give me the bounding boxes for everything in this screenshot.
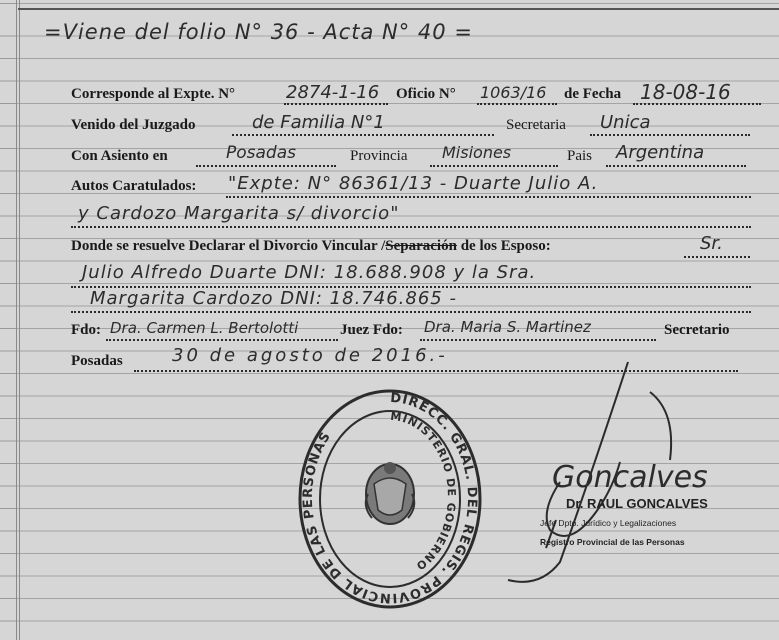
secretario-label: Secretario (664, 322, 730, 338)
fecha-value: 18-08-16 (640, 80, 731, 104)
oficio-dots (477, 103, 557, 105)
pais-dots (606, 165, 746, 167)
expte-dots (284, 103, 388, 105)
esposo-value: Julio Alfredo Duarte DNI: 18.688.908 y la Sra. (82, 262, 537, 283)
asiento-value: Posadas (226, 143, 296, 163)
official-stamp (296, 388, 484, 610)
esposo-prefix-dots (684, 256, 750, 258)
juez-dots (106, 339, 338, 341)
secretario-name: Dra. Maria S. Martinez (424, 318, 591, 336)
esposa-value: Margarita Cardozo DNI: 18.746.865 - (90, 288, 457, 309)
juzgado-value: de Familia N°1 (252, 112, 385, 133)
coat-of-arms-icon (366, 462, 415, 524)
provincia-dots (430, 165, 558, 167)
pais-label: Pais (567, 148, 593, 164)
lugar-fecha-value: 30 de agosto de 2016.- (172, 345, 448, 366)
fdo-label: Fdo: (71, 322, 101, 338)
left-margin-rule (0, 0, 16, 640)
expte-label: Corresponde al Expte. N° (71, 86, 236, 102)
autos-cont-dots (71, 226, 751, 228)
top-border (18, 8, 779, 10)
margin-line-left (16, 0, 17, 640)
autos-label: Autos Caratulados: (71, 178, 197, 194)
stamp-inner-text: MINISTERIO DE GOBIERNO (389, 409, 459, 573)
provincia-label: Provincia (350, 148, 408, 164)
margin-line-left-inner (19, 0, 20, 640)
asiento-dots (196, 165, 336, 167)
signatory-name: Dr. RAUL GONCALVES (566, 496, 708, 511)
oficio-label: Oficio N° (396, 86, 456, 102)
esposo-prefix: Sr. (700, 233, 723, 254)
juzgado-dots (232, 134, 494, 136)
signatory-title-2: Registro Provincial de las Personas (540, 537, 685, 547)
provincia-value: Misiones (442, 143, 512, 162)
oficio-value: 1063/16 (480, 83, 547, 102)
juzgado-label: Venido del Juzgado (71, 117, 196, 133)
esposa-dots (71, 311, 751, 313)
signature-scrawl-text: Goncalves (552, 460, 708, 495)
fecha-label: de Fecha (564, 86, 622, 102)
divorcio-label-strike: Separación (385, 238, 457, 254)
divorcio-label-b: de los Esposo: (460, 238, 551, 254)
juez-label: Juez Fdo: (340, 322, 403, 338)
header-note: =Viene del folio N° 36 - Acta N° 40 = (44, 20, 473, 44)
asiento-label: Con Asiento en (71, 148, 168, 164)
signatory-title-1: Jefe Dpto. Jurídico y Legalizaciones (540, 518, 677, 528)
juez-name: Dra. Carmen L. Bertolotti (110, 319, 299, 337)
stamp-outer-text: DIRECC. GRAL. DEL REGIS. PROVINCIAL DE LAS PERSONAS (300, 390, 480, 606)
lugar-label: Posadas (71, 353, 123, 369)
autos-cont-value: y Cardozo Margarita s/ divorcio" (78, 203, 400, 224)
secretaria-value: Unica (600, 112, 651, 133)
secretaria-dots (590, 134, 750, 136)
autos-dots (226, 196, 751, 198)
expte-value: 2874-1-16 (286, 82, 380, 103)
divorcio-label-a: Donde se resuelve Declarar el Divorcio Vincular / (71, 238, 386, 254)
pais-value: Argentina (616, 142, 705, 163)
autos-value: "Expte: N° 86361/13 - Duarte Julio A. (228, 173, 599, 194)
secretaria-label: Secretaria (506, 117, 566, 133)
secretario-dots (420, 339, 656, 341)
divorcio-label (71, 238, 551, 255)
